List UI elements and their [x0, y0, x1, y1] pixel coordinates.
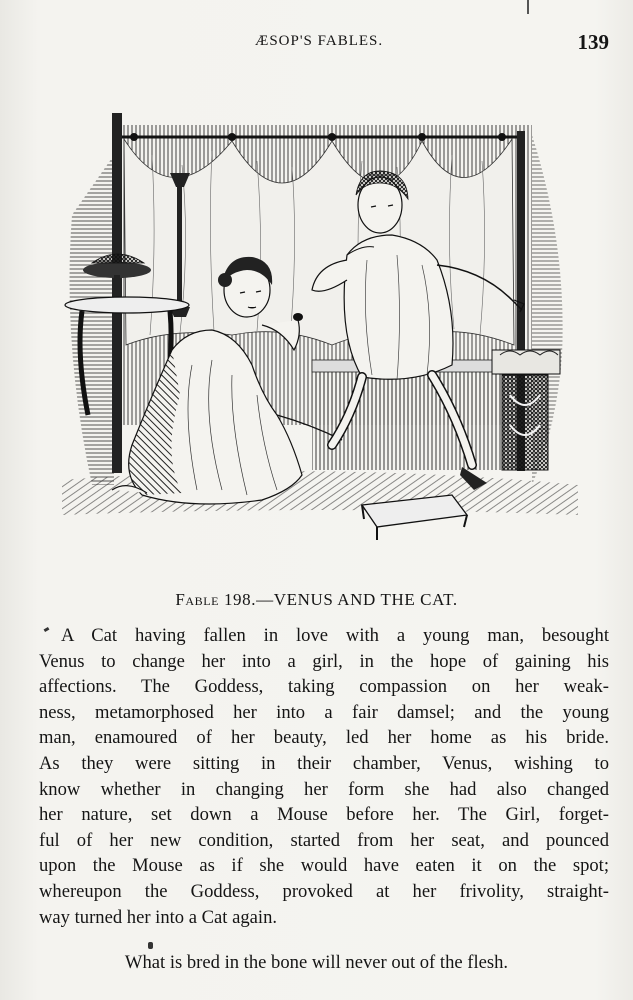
- running-title: ÆSOP'S FABLES.: [255, 33, 384, 49]
- body-line: As they were sitting in their chamber, Venus, wishing to: [39, 752, 609, 774]
- corner-mark: [527, 0, 529, 14]
- body-line: ful of her new condition, started from her seat, and pounced: [39, 829, 609, 851]
- ink-speck: [148, 942, 153, 949]
- body-line: her nature, set down a Mouse before her. The Girl, forget-: [39, 804, 609, 826]
- body-line: A Cat having fallen in love with a young man, besought: [61, 625, 609, 646]
- fable-title: [0, 590, 633, 610]
- body-line: man, enamoured of her beauty, led her home as his bride.: [39, 727, 609, 749]
- engraving-illustration: [62, 95, 578, 555]
- body-line: whereupon the Goddess, provoked at her frivolity, straight-: [39, 880, 609, 902]
- body-line: affections. The Goddess, taking compassion on her weak-: [39, 676, 609, 698]
- body-line: know whether in changing her form she had also changed: [39, 778, 609, 800]
- fable-moral: What is bred in the bone will never out of the flesh.: [124, 952, 509, 973]
- page-number: 139: [577, 30, 609, 54]
- fable-number-label: Fable 198.: [175, 590, 257, 609]
- page-header: [0, 30, 633, 56]
- body-line: ness, metamorphosed her into a fair damsel; and the young: [39, 701, 609, 723]
- fable-body: [39, 623, 609, 930]
- body-line: way turned her into a Cat again.: [39, 906, 278, 928]
- fable-name: —VENUS AND THE CAT.: [256, 590, 458, 609]
- body-line: upon the Mouse as if she would have eaten it on the spot;: [39, 855, 609, 877]
- body-line: Venus to change her into a girl, in the hope of gaining his: [39, 650, 609, 672]
